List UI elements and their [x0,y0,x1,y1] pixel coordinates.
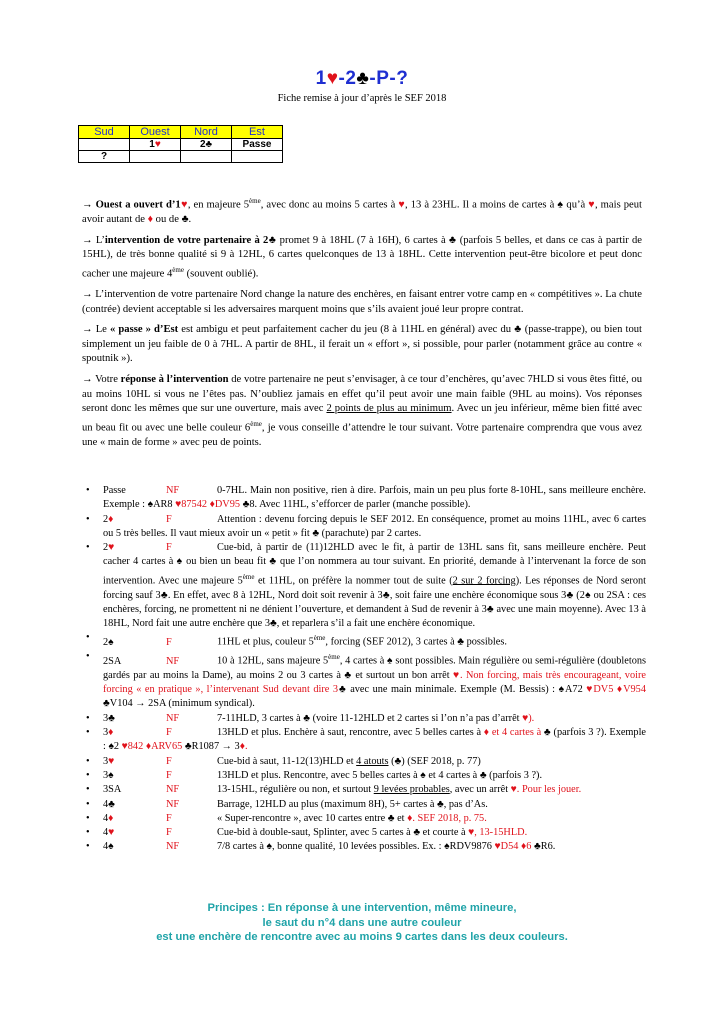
club-suit-icon: ♣ [566,589,574,601]
club-suit-icon: ♣ [344,669,352,681]
heart-suit-icon: ♥ [494,841,501,853]
club-suit-icon: ♣ [108,798,115,810]
bullet-icon: • [86,632,90,644]
bid-name: 3♣ [103,712,115,724]
heart-suit-icon: ♥ [398,199,406,211]
club-suit-icon: ♣ [205,139,213,150]
spade-suit-icon: ♠ [444,841,450,853]
list-item: • 4♠ NF 7/8 cartes à ♠, bonne qualité, 10 levées possibles. Ex. : ♠RDV9876 ♥D54 ♦6 ♣R6. [86,840,646,854]
list-item: • 3♦ F 13HLD et plus. Enchère à saut, rencontre, avec 5 belles cartes à ♦ et 4 cartes à ♣ (parfois 3 ?). Exemple : ♠2 ♥842 ♦ARV65 ♣R1087 → 3♦. [86,727,647,753]
spade-suit-icon: ♠ [108,841,114,853]
forcing-tag: NF [166,485,180,496]
bidding-row [79,151,283,163]
forcing-tag: F [166,727,172,739]
club-suit-icon: ♣ [160,589,168,601]
bullet-icon: • [86,784,90,796]
bid-name: 3♦ [103,727,114,739]
bid-name: 2SA [103,655,122,667]
bid-name: 3♠ [103,769,114,781]
paragraph-response: → Votre réponse à l’intervention de votre partenaire ne peut s’envisager, à ce tour d’enchères, qu’avec 7HLD si vous êtes fitté, ou au moins 10HL si vous ne l’êtes pas. N’oubliez jamais en effet qu’il peut avoir une main faible (9HL au moins). Vos réponses seront donc les mêmes que sur une ouverture, mais avec 2 points de plus au minimum. Avec un jeu inférieur, même bien fitté avec un beau fit ou avec une belle couleur 6ème, je vous conseille d’attendre le tour suivant. Votre partenaire comprendra que vous avez une « main de forme » avec peu de points. [82,374,643,448]
heart-suit-icon: ♥ [175,499,182,511]
page-title: 1♥-2♣-P-? [315,68,409,89]
bidding-row [79,139,283,151]
bid-name: 2♠ [103,636,114,648]
diamond-suit-icon: ♦ [145,741,152,753]
club-suit-icon: ♣ [543,727,551,739]
bullet-icon: • [86,712,90,724]
cell-nord [181,151,232,163]
list-item: • 2♥ F Cue-bid, à partir de (11)12HLD avec le fit, à partir de 13HL sans fit, sans meilleure enchère. Peut cacher 4 cartes à ♠ ou bien un beau fit ♣ que l’on nommera au tour suivant. En priorité, demande à l’intervenant la force de son intervention. Avec une majeure 5ème et 11HL, on préfère la nommer tout de suite (2 sur 2 forcing). Les réponses de Nord seront forcing sauf 3♣. En effet, avec 8 à 12HL, Nord doit soit revenir à 3♣, soit faire une enchère économique sous 3♣ (2♠ ou 2SA : ces enchères, forcing, ne promettent ni ne dénient l’ouverture, et demandent à Sud de revenir à 3♣ avec une main moyenne). Avec 13 à 18HL, Nord fait une autre enchère que 3♣, et reparlera s’il a fait une enchère économique. [86,542,646,630]
club-suit-icon: ♣ [103,698,110,710]
diamond-suit-icon: ♦ [108,812,114,824]
list-item: • 4♣ NF Barrage, 12HLD au plus (maximum 8H), 5+ cartes à ♣, pas d’As. [86,798,646,812]
heart-suit-icon: ♥ [180,199,188,211]
bid-name: 4♣ [103,798,115,810]
spade-suit-icon: ♠ [108,636,114,648]
heart-suit-icon: ♥ [586,684,594,696]
club-suit-icon: ♣ [356,68,370,89]
club-suit-icon: ♣ [486,603,494,615]
spade-suit-icon: ♠ [387,655,393,667]
club-suit-icon: ♣ [269,618,277,630]
club-suit-icon: ♣ [312,527,320,539]
heart-suit-icon: ♥ [510,784,517,796]
principles-box [0,901,724,945]
bullet-icon: • [86,755,90,767]
club-suit-icon: ♣ [382,589,390,601]
bid-name: 2♦ [103,513,114,525]
cell-ouest: 1♥ [130,139,181,151]
diamond-suit-icon: ♦ [209,499,215,511]
header-ouest: Ouest [130,126,181,139]
list-item: • 3♣ NF 7-11HLD, 3 cartes à ♣ (voire 11-12HLD et 2 cartes si l’on n’a pas d’arrêt ♥). [86,712,646,726]
list-item: • 3♠ F 13HLD et plus. Rencontre, avec 5 belles cartes à ♠ et 4 cartes à ♣ (parfois 3 ?). [86,769,646,783]
spade-suit-icon: ♠ [108,741,114,753]
bullet-icon: • [86,651,90,663]
bid-name: Passe [103,485,126,496]
club-suit-icon: ♣ [457,636,465,648]
page-subtitle: Fiche remise à jour d’après le SEF 2018 [277,93,447,104]
spade-suit-icon: ♠ [420,769,426,781]
club-suit-icon: ♣ [338,684,347,696]
bid-name: 2♥ [103,542,115,554]
heart-suit-icon: ♥ [588,199,595,211]
cell-est: Passe [232,139,283,151]
paragraph-intervention: → L’intervention de votre partenaire à 2♣ promet 9 à 18HL (7 à 16H), 6 cartes à ♣ (parfois 5 belles, et dans ce cas à partir de 15HL), de très bonne qualité si 9 à 12HL, 6 cartes quelconques de 13 à 18HL. Cette intervention peut-être bicolore et peut donc cacher une majeure 4ème (souvent oublié). [82,234,643,280]
bullet-icon: • [86,827,90,839]
forcing-tag: F [166,755,172,767]
spade-suit-icon: ♠ [584,589,591,601]
list-item: • 4♦ F « Super-rencontre », avec 10 cartes entre ♣ et ♦. SEF 2018, p. 75. [86,812,646,826]
club-suit-icon: ♣ [436,798,444,810]
header-sud: Sud [79,126,130,139]
diamond-suit-icon: ♦ [616,684,624,696]
forcing-tag: F [166,542,172,554]
diamond-suit-icon: ♦ [483,727,490,739]
cell-sud [79,139,130,151]
list-item: • 2♦ F Attention : devenu forcing depuis le SEF 2012. En conséquence, promet au moins 11HL, avec 6 cartes ou 5 très belles. Il vaut mieux avoir un « petit » fit ♣ (parachute) par 2 cartes. [86,513,646,539]
bid-name: 3SA [103,784,122,796]
forcing-tag: F [166,636,172,648]
bidding-header-row [79,126,283,139]
bid-name: 4♠ [103,841,114,853]
club-suit-icon: ♣ [479,769,487,781]
paragraph-est-pass: → Le « passe » d’Est est ambigu et peut parfaitement cacher du jeu (8 à 11HL en général) avec du ♣ (passe-trappe), ou bien tout simplement un jeu faible de 0 à 7HL. A partir de 8HL, il ferait un « effort », si possible, pour parler (notamment grâce au contre « spoutnik »). [82,324,642,365]
forcing-tag: NF [166,841,180,853]
cell-nord: 2♣ [181,139,232,151]
bid-name: 4♦ [103,812,114,824]
spade-suit-icon: ♠ [558,684,565,696]
header-est: Est [232,126,283,139]
club-suit-icon: ♣ [394,755,402,767]
bullet-icon: • [86,812,90,824]
bidding-table [78,125,283,163]
diamond-suit-icon: ♦ [108,727,114,739]
list-item: • 3♥ F Cue-bid à saut, 11-12(13)HLD et 4 atouts (♣) (SEF 2018, p. 77) [86,755,646,769]
forcing-tag: F [166,769,172,781]
heart-suit-icon: ♥ [154,139,161,150]
cell-sud: ? [79,151,130,163]
bullet-icon: • [86,542,90,554]
diamond-suit-icon: ♦ [239,741,245,753]
principles-line: Principes : En réponse à une intervention, même mineure, [207,902,517,914]
diamond-suit-icon: ♦ [108,513,114,525]
response-list [86,484,646,855]
principles-line: le saut du n°4 dans une autre couleur [262,916,462,929]
club-suit-icon: ♣ [181,214,189,226]
heart-suit-icon: ♥ [108,755,115,767]
club-suit-icon: ♣ [269,556,277,568]
header-nord: Nord [181,126,232,139]
bullet-icon: • [86,727,90,739]
heart-suit-icon: ♥ [121,741,128,753]
bid-name: 3♥ [103,755,115,767]
heart-suit-icon: ♥ [468,827,475,839]
forcing-tag: NF [166,784,180,796]
club-suit-icon: ♣ [242,499,250,511]
bullet-icon: • [86,841,90,853]
spade-suit-icon: ♠ [266,841,272,853]
intro-text [82,194,642,457]
list-item: • 2SA NF 10 à 12HL, sans majeure 5ème, 4 cartes à ♠ sont possibles. Main régulière ou semi-régulière (doubletons gardés par au moins la Dame), au moins 2 ou 3 cartes à ♣ et surtout un bon arrêt ♥. Non forcing, mais très encourageant, voire forcing « en pratique », l’intervenant Sud devant dire 3♣ avec une main minimale. Exemple (M. Bessis) : ♠A72 ♥DV5 ♦V954 ♣V104 → 2SA (minimum syndical). [86,651,646,710]
paragraph-opening: → Ouest a ouvert d’1♥, en majeure 5ème, avec donc au moins 5 cartes à ♥, 13 à 23HL. Il a moins de cartes à ♠ qu’à ♥, mais peut avoir autant de ♦ ou de ♣. [82,197,642,226]
bullet-icon: • [86,485,90,496]
forcing-tag: NF [166,798,180,810]
diamond-suit-icon: ♦ [520,841,527,853]
spade-suit-icon: ♠ [147,499,154,511]
cell-ouest [130,151,181,163]
club-suit-icon: ♣ [303,712,311,724]
list-item: • Passe NF 0-7HL. Main non positive, rien à dire. Parfois, main un peu plus forte 8-10HL, sans meilleure enchère. Exemple : ♠AR8 ♥87542 ♦DV95 ♣8. Avec 11HL, s’efforcer de parler (manche possible). [86,485,646,511]
forcing-tag: NF [166,655,180,667]
forcing-tag: F [166,827,172,839]
club-suit-icon: ♣ [514,324,522,336]
spade-suit-icon: ♠ [176,556,183,568]
forcing-tag: NF [166,712,180,724]
bid-name: 4♥ [103,827,115,839]
heart-suit-icon: ♥ [108,827,115,839]
club-suit-icon: ♣ [268,234,277,246]
paragraph-competitive: → L’intervention de votre partenaire Nord change la nature des enchères, en faisant entrer votre camp en « compétitives ». La chute (contrée) devient acceptable si les adversaires marquent moins que s’ils avaient joué leur propre contrat. [82,289,642,315]
forcing-tag: F [166,812,172,824]
club-suit-icon: ♣ [413,827,421,839]
bullet-icon: • [86,798,90,810]
heart-suit-icon: ♥ [108,542,115,554]
spade-suit-icon: ♠ [108,769,114,781]
diamond-suit-icon: ♦ [407,812,413,824]
list-item: • 2♠ F 11HL et plus, couleur 5ème, forcing (SEF 2012), 3 cartes à ♣ possibles. [86,631,646,650]
bullet-icon: • [86,769,90,781]
spade-suit-icon: ♠ [557,199,564,211]
heart-suit-icon: ♥ [522,712,529,724]
list-item: • 3SA NF 13-15HL, régulière ou non, et surtout 9 levées probables, avec un arrêt ♥. Pour les jouer. [86,783,646,797]
club-suit-icon: ♣ [108,712,115,724]
club-suit-icon: ♣ [448,234,457,246]
cell-est [232,151,283,163]
principles-line: est une enchère de rencontre avec au moins 9 cartes dans les deux couleurs. [156,931,568,943]
club-suit-icon: ♣ [387,812,395,824]
club-suit-icon: ♣ [533,841,541,853]
heart-suit-icon: ♥ [326,68,339,89]
list-item: • 4♥ F Cue-bid à double-saut, Splinter, avec 5 cartes à ♣ et courte à ♥, 13-15HLD. [86,826,646,840]
heart-suit-icon: ♥ [453,669,460,681]
diamond-suit-icon: ♦ [147,214,154,226]
bullet-icon: • [86,513,90,525]
club-suit-icon: ♣ [184,741,192,753]
forcing-tag: F [166,513,172,525]
